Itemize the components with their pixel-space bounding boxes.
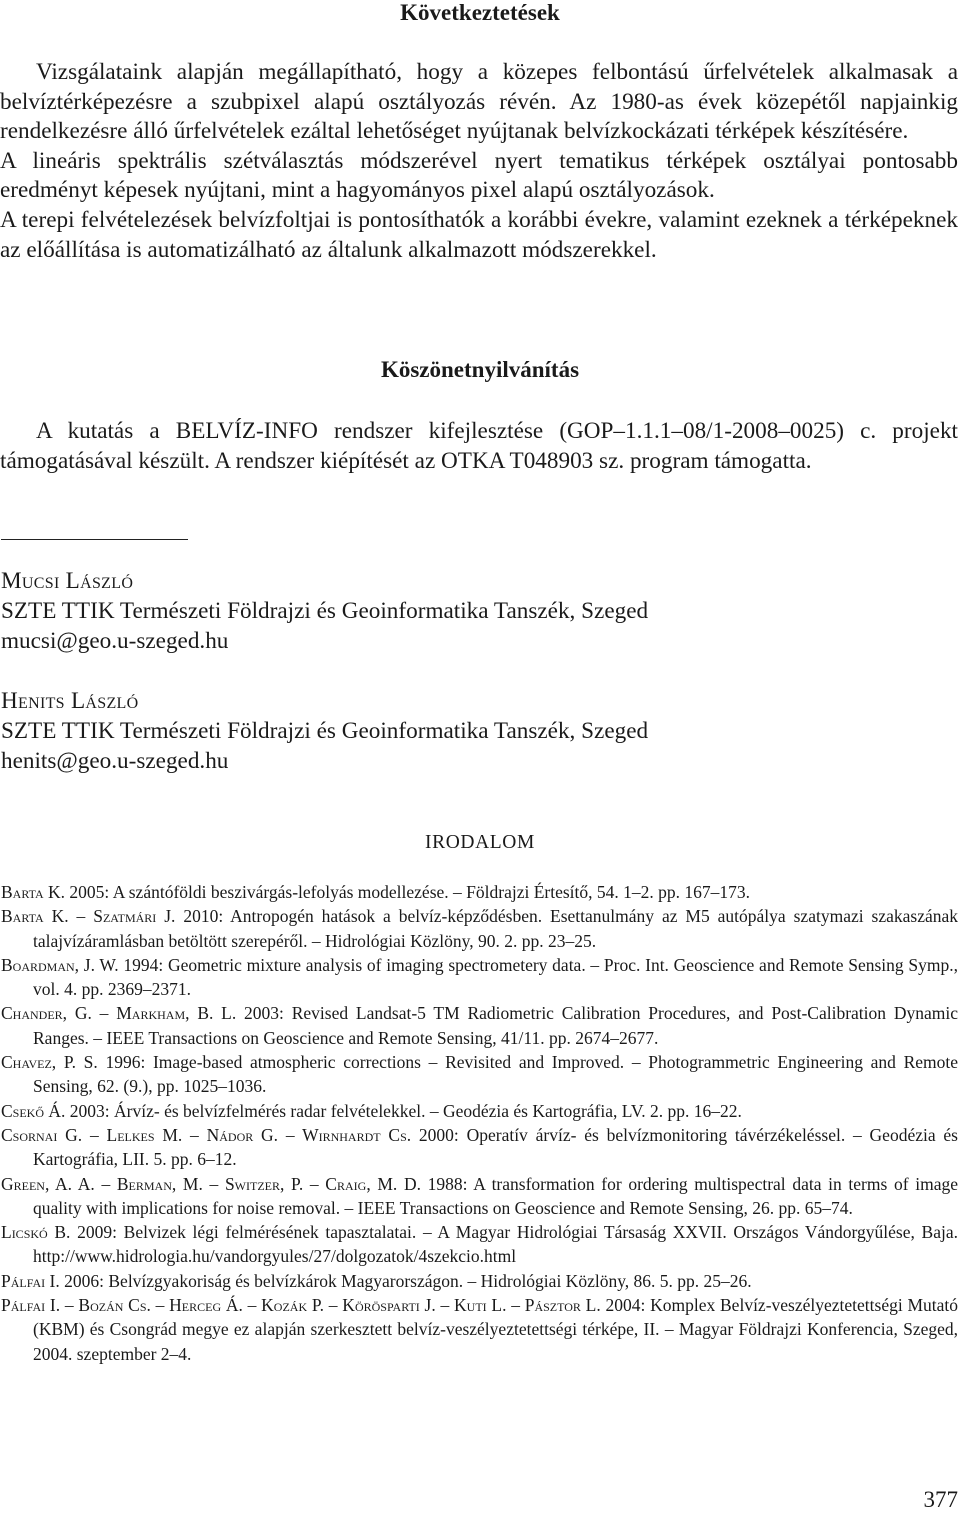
reference-item [1, 880, 958, 904]
reference-authors: Barta K. – Szatmári J. [1, 906, 176, 927]
acknowledgement-text: A kutatás a BELVÍZ-INFO rendszer kifejlesztése (GOP–1.1.1–08/1-2008–0025) c. projekt támogatásával készült. A rendszer kiépítését az OTKA T048903 sz. program támogatta. [0, 418, 958, 474]
author-name: Mucsi László [1, 568, 134, 594]
reference-item [1, 1269, 958, 1293]
author-block-1 [1, 566, 951, 656]
separator-rule [1, 539, 188, 540]
acknowledgement-heading [0, 357, 960, 383]
reference-text: 2005: A szántóföldi beszivárgás-lefolyás modellezése. – Földrajzi Értesítő, 54. 1–2. pp. 167–173. [65, 882, 751, 902]
conclusions-body [0, 58, 958, 265]
reference-text: 2006: Belvízgyakoriság és belvízkárok Magyarországon. – Hidrológiai Közlöny, 86. 5. pp. 25–26. [59, 1270, 752, 1291]
reference-authors: Pálfai I. – Bozán Cs. – Herceg Á. – Kozák P. – Körösparti J. – Kuti L. – Pásztor L. [1, 1295, 601, 1316]
reference-authors: Chavez, P. S. [1, 1052, 98, 1073]
reference-authors: Licskó B. [1, 1222, 71, 1243]
reference-text: 2010: Antropogén hatások a belvíz-képződésben. Esettanulmány az M5 autópálya szatymazi szakaszának talajvízáramlásban betöltött szerepéről. – Hidrológiai Közlöny, 90. 2. pp. 23–25. [33, 906, 958, 951]
reference-authors: Csornai G. – Lelkes M. – Nádor G. – Wirnhardt Cs. [1, 1124, 412, 1145]
reference-text: 2009: Belvizek légi felmérésének tapasztalatai. – A Magyar Hidrológiai Társaság XXVII. Országos Vándorgyűlése, Baja. http://www.hidrologia.hu/vandorgyules/27/dolgozatok/4szekcio.html [33, 1222, 958, 1267]
author-block-2 [1, 686, 951, 776]
author-email: mucsi@geo.u-szeged.hu [1, 628, 229, 654]
reference-text: 1988: A transformation for ordering multispectral data in terms of image quality with implications for noise removal. – IEEE Transactions on Geoscience and Remote Sensing, 26. pp. 65–74. [33, 1173, 958, 1218]
reference-text: 2003: Revised Landsat-5 TM Radiometric Calibration Procedures, and Post-Calibration Dynamic Ranges. – IEEE Transactions on Geoscience and Remote Sensing, 41/11. pp. 2674–2677. [33, 1003, 958, 1048]
reference-text: 2004: Komplex Belvíz-veszélyeztetettségi Mutató (KBM) és Csongrád megye ez alapján szerkesztett belvíz-veszélyeztetettségi térképe, II. – Magyar Földrajzi Konferencia, Szeged, 2004. szeptember 2–4. [33, 1295, 959, 1364]
reference-item [1, 953, 958, 1002]
acknowledgement-body [0, 417, 958, 476]
author-email: henits@geo.u-szeged.hu [1, 748, 229, 774]
acknowledgement-title: Köszönetnyilvánítás [380, 357, 580, 382]
conclusions-paragraph-1: Vizsgálataink alapján megállapítható, hogy a közepes felbontású űrfelvételek alkalmasak a belvíztérképezésre a szubpixel alapú osztályozás révén. Az 1980-as évek közepétől napjainkig rendelkezésre álló űrfelvételek ezáltal lehetőséget nyújtanak belvízkockázati térképek készítésére. [0, 59, 958, 145]
conclusions-paragraph-2: A lineáris spektrális szétválasztás módszerével nyert tematikus térképek osztályai pontosabb eredményt képesek nyújtani, mint a hagyományos pixel alapú osztályozások. [0, 147, 958, 204]
references-list [1, 880, 958, 1366]
reference-authors: Boardman, J. W. [1, 954, 119, 975]
reference-item [1, 904, 958, 953]
reference-item [1, 1293, 958, 1366]
reference-item [1, 1123, 958, 1172]
reference-item [1, 1172, 958, 1221]
references-title: IRODALOM [425, 832, 535, 853]
conclusions-paragraph-3: A terepi felvételezések belvízfoltjai is pontosíthatók a korábbi évekre, valamint ezeknek a térképeknek az előállítása is automatizálható az általunk alkalmazott módszerekkel. [0, 206, 958, 263]
reference-authors: Csekő Á. [1, 1100, 66, 1121]
reference-item [1, 1050, 958, 1099]
author-name: Henits László [1, 688, 139, 714]
reference-text: 2000: Operatív árvíz- és belvízmonitoring távérzékeléssel. – Geodézia és Kartográfia, LII. 5. pp. 6–12. [33, 1124, 958, 1170]
reference-text: 1996: Image-based atmospheric corrections – Revisited and Improved. – Photogrammetric Engineering and Remote Sensing, 62. (9.), pp. 1025–1036. [33, 1052, 958, 1097]
author-affiliation: SZTE TTIK Természeti Földrajzi és Geoinformatika Tanszék, Szeged [1, 718, 649, 744]
reference-text: 2003: Árvíz- és belvízfelmérés radar felvételekkel. – Geodézia és Kartográfia, LV. 2. pp. 16–22. [65, 1100, 742, 1121]
reference-text: 1994: Geometric mixture analysis of imaging spectrometery data. – Proc. Int. Geoscience and Remote Sensing Symp., vol. 4. pp. 2369–2371. [33, 954, 958, 1000]
reference-item [1, 1001, 958, 1050]
conclusions-title: Következtetések [400, 0, 560, 25]
reference-item [1, 1099, 958, 1123]
reference-authors: Pálfai I. [1, 1270, 60, 1291]
reference-authors: Barta K. [1, 882, 66, 902]
reference-authors: Green, A. A. – Berman, M. – Switzer, P. – Craig, M. D. [1, 1173, 421, 1194]
page-number: 377 [923, 1487, 958, 1512]
reference-authors: Chander, G. – Markham, B. L. [1, 1003, 237, 1024]
reference-item [1, 1220, 958, 1269]
author-affiliation: SZTE TTIK Természeti Földrajzi és Geoinformatika Tanszék, Szeged [1, 598, 649, 624]
conclusions-heading [0, 0, 960, 26]
